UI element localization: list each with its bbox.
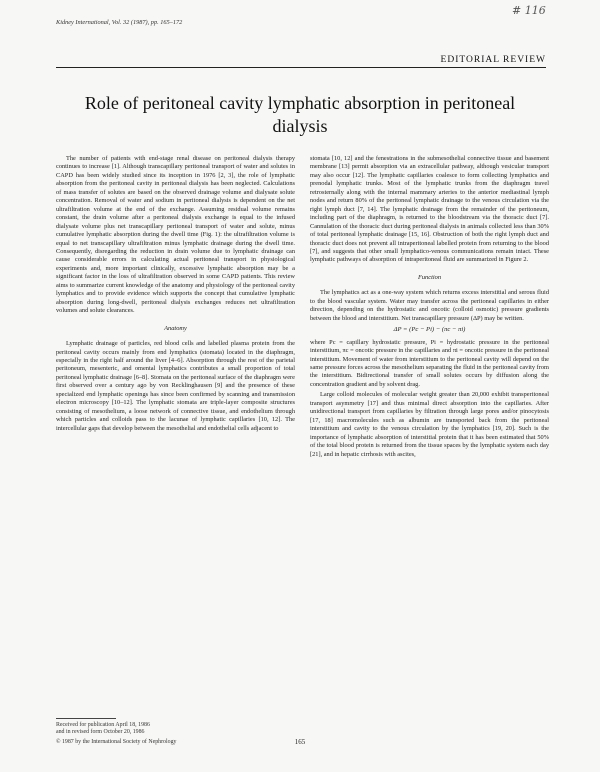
revised-date: and in revised form October 20, 1986 (56, 729, 145, 736)
copyright-notice: © 1987 by the International Society of Nephrology (56, 739, 177, 746)
header-rule (56, 67, 546, 68)
page-number: 165 (294, 738, 306, 746)
colloid-paragraph: Large colloid molecules of molecular weight greater than 20,000 exhibit transperitoneal transport asymmetry [17] and thus minimal direct absorption into the capillaries. After unidirectional transport from capillaries by filtration through large pores and/or pinocytosis [17, 18] macromolecules such as albumin are transported back from the peritoneal interstitium and cavity to the venous circulation by the lymphatics [19, 20]. Such is the importance of lymphatic absorption of interstitial protein that it has been estimated that 50% of the total blood protein is returned from the tissue spaces by the lymphatic system each day [21], and in hepatic cirrhosis with ascites, (310, 391, 549, 458)
section-heading-function: Function (417, 273, 442, 281)
left-column (56, 155, 295, 433)
handwritten-page-mark: # 116 (512, 4, 546, 17)
anatomy-paragraph: Lymphatic drainage of particles, red blood cells and labelled plasma protein from the peritoneal cavity occurs mainly from end lymphatics (stomata) located in the diaphragm, especially in the right half around the liver [4–6]. Absorption through the rest of the parietal peritoneum, mesenteric, and omental lymphatics contributes a small proportion of total peritoneal lymphatic drainage [6–8]. Stomata on the peritoneal surface of the diaphragm were first observed over a century ago by von Recklinghausen [9] and the presence of these specialized end lymphatic openings has since been confirmed by scanning and transmission electron microscopy [10–12]. The lymphatic stomata are triple-layer composite structures consisting of mesothelium, a loose network of connective tissue, and endothelium through which particles and colloids pass to the lacunae of lymphatic capillaries [10, 12]. The intercellular gaps that develop between the mesothelial and endothelial cells adjacent to (56, 340, 295, 432)
journal-citation: Kidney International, Vol. 32 (1987), pp. 165–172 (56, 19, 183, 26)
section-heading-anatomy: Anatomy (164, 324, 187, 332)
section-label: EDITORIAL REVIEW (440, 55, 546, 65)
footnote-rule (56, 718, 116, 719)
intro-paragraph: The number of patients with end-stage renal disease on peritoneal dialysis therapy continues to increase [1]. Although transcapillary peritoneal transport of water and solutes in CAPD has been widely studied since its inception in 1976 [2, 3], the role of lymphatic absorption from the peritoneal cavity in peritoneal dialysis has been neglected. Calculations of mass transfer of solutes are based on the observed drainage volume and dialysate solute concentration. Removal of water and sodium in peritoneal dialysis is dependent on the net ultrafiltration volume at the end of the exchange. Assuming residual volume remains constant, the drain volume after a peritoneal dialysis exchange is equal to the infused dialysate volume plus net transcapillary peritoneal transport of water and solute, minus cumulative lymphatic absorption during the dwell time (Fig. 1): the ultrafiltration volume is equal to net transcapillary ultrafiltration minus lymphatic drainage during the dwell time. Consequently, disregarding the reduction in drain volume due to lymphatic drainage can cause considerable errors in calculating actual peritoneal transport in physiological experiments and, more important clinically, excessive lymphatic absorption may be a significant factor in the loss of ultrafiltration observed in some CAPD patients. This review aims to summarize current knowledge of the anatomy and physiology of the peritoneal cavity lymphatics and to provide evidence which supports the concept that cumulative lymphatic absorption during long-dwell, peritoneal dialysis exchanges reduces net ultrafiltration volumes and solute clearances. (56, 155, 295, 315)
pressure-equation: ΔP = (Pc − Pi) − (πc − πi) (393, 326, 466, 334)
received-date: Received for publication April 18, 1986 (56, 722, 150, 728)
footnote (56, 722, 295, 747)
equation-explanation-paragraph: where Pc = capillary hydrostatic pressure, Pi = hydrostatic pressure in the peritoneal interstitium, πc = oncotic pressure in the capillaries and πi = oncotic pressure in the peritoneal interstitium. Movement of water from interstitium to the peritoneal cavity will depend on the same pressure forces across the mesothelium separating the fluid in the peritoneal cavity from the interstitium. Bidirectional transfer of small solutes occurs by diffusion along the concentration gradient and by solvent drag. (310, 338, 549, 388)
anatomy-continued-paragraph: stomata [10, 12] and the fenestrations in the submesothelial connective tissue and basement membrane [13] permit absorption via an extracellular pathway, although vesicular transport may also occur [12]. The lymphatic capillaries coalesce to form collecting lymphatics and prenodal lymphatic trunks. Most of the lymphatic trunks from the diaphragm travel retrosternally along with the internal mammary arteries to the anterior mediastinal lymph nodes and return 80% of the peritoneal lymphatic drainage to the venous circulation via the right lymph duct [7, 14]. The lymphatic drainage from the remainder of the peritoneum, including part of the diaphragm, is returned to the bloodstream via the thoracic duct [7]. Cannulation of the thoracic duct during peritoneal dialysis in animals collected less than 30% of total peritoneal lymphatic drainage [15, 16]. Obstruction of both the right lymph duct and thoracic duct does not prevent all intraperitoneal labelled protein from returning to the blood [7], and suggests that other small lymphatico-venous communications remain intact. These lymphatic pathways of absorption of intraperitoneal fluid are summarized in Figure 2. (310, 155, 549, 264)
article-title: Role of peritoneal cavity lymphatic absorption in peritoneal dialysis (84, 93, 516, 136)
function-paragraph: The lymphatics act as a one-way system which returns excess interstitial and serous fluid to the blood vascular system. Water may transfer across the peritoneal capillaries in either direction, depending on the hydrostatic and oncotic (colloid osmotic) pressure gradients between the blood and interstitium. Net transcapillary pressure (ΔP) may be written. (310, 289, 549, 322)
right-column (310, 155, 549, 459)
